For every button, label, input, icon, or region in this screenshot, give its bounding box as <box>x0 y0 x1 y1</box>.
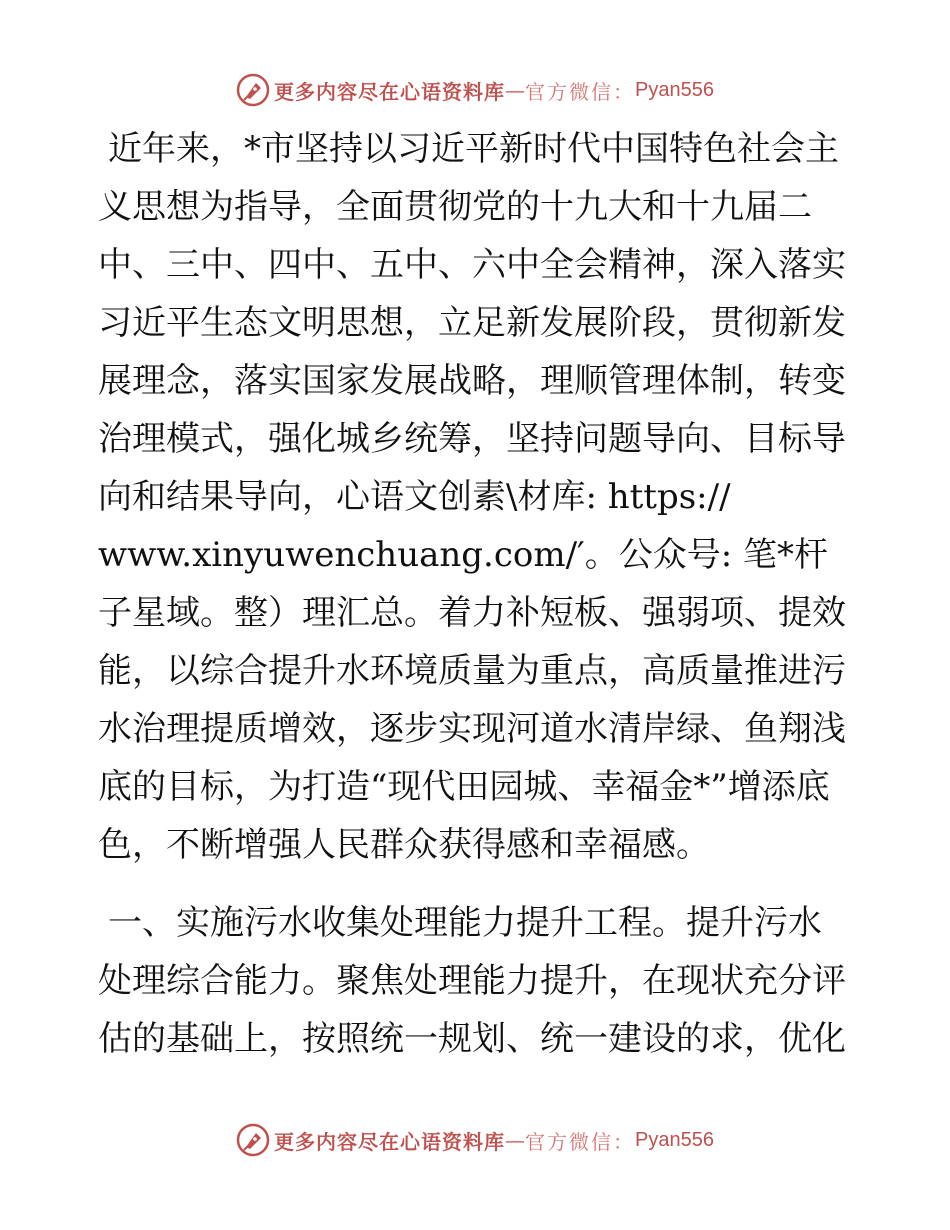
watermark-separator: — <box>505 78 526 102</box>
watermark-id: Pyan556 <box>635 78 714 101</box>
paragraph <box>98 894 850 1068</box>
watermark-main-text: 更多内容尽在心语资料库 <box>274 79 506 104</box>
pen-nib-icon <box>236 1123 270 1157</box>
pen-nib-icon <box>236 73 270 107</box>
paragraph <box>98 120 850 874</box>
watermark-sub-text: 官方微信： <box>525 79 636 104</box>
document-body <box>98 120 850 1068</box>
watermark-id: Pyan556 <box>635 1128 714 1151</box>
watermark-header <box>0 70 950 110</box>
paragraph-text: 近年来，*市坚持以习近平新时代中国特色社会主义思想为指导，全面贯彻党的十九大和十九届二中、三中、四中、五中、六中全会精神，深入落实习近平生态文明思想，立足新发展阶段，贯彻新发展理念，落实国家发展战略，理顺管理体制，转变治理模式，强化城乡统筹，坚持问题导向、目标导向和结果导向，心语文创素\材库: https:// www.xinyuwenchuang.com/′。公众号: 笔*杆子星域。整）理汇总。着力补短板、强弱项、提效能，以综合提升水环境质量为重点，高质量推进污水治理提质增效，逐步实现河道水清岸绿、鱼翔浅底的目标，为打造“现代田园城、幸福金*”增添底色，不断增强人民群众获得感和幸福感。 <box>98 129 846 865</box>
watermark-footer <box>0 1120 950 1160</box>
watermark-sub-text: 官方微信： <box>525 1129 636 1154</box>
paragraph-text: 一、实施污水收集处理能力提升工程。提升污水处理综合能力。聚焦处理能力提升，在现状充分评估的基础上，按照统一规划、统一建设的求，优化 <box>98 903 846 1059</box>
watermark-main-text: 更多内容尽在心语资料库 <box>274 1129 506 1154</box>
watermark-separator: — <box>505 1128 526 1152</box>
